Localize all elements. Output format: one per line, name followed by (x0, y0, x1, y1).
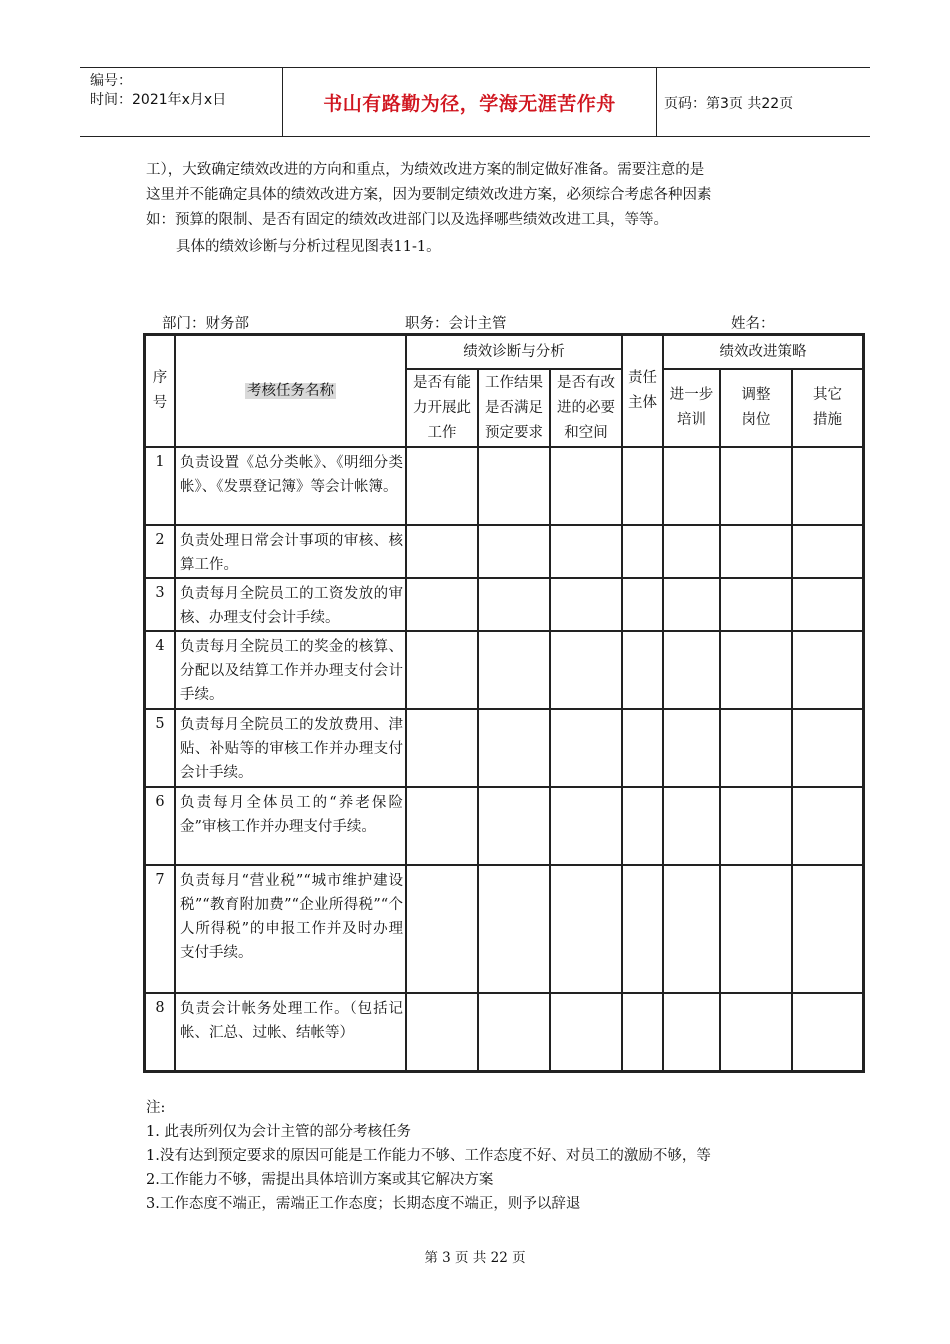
note-item: 1. 此表所列仅为会计主管的部分考核任务 (146, 1124, 411, 1140)
row-task: 负责每月全院员工的发放费用、津贴、补贴等的审核工作并办理支付会计手续。 (175, 709, 406, 787)
row-seq: 7 (145, 865, 175, 993)
performance-table (143, 333, 865, 1073)
table-header-row (145, 335, 863, 369)
note-item: 2.工作能力不够，需提出具体培训方案或其它解决方案 (146, 1172, 494, 1188)
row-task: 负责会计帐务处理工作。（包括记帐、汇总、过帐、结帐等） (175, 993, 406, 1071)
paragraph-line: 如：预算的限制、是否有固定的绩效改进部门以及选择哪些绩效改进工具，等等。 (146, 212, 668, 228)
header-ability: 是否有能 力开展此 工作 (406, 369, 478, 447)
note-item: 3.工作态度不端正，需端正工作态度；长期态度不端正，则予以辞退 (146, 1196, 581, 1212)
header-result: 工作结果 是否满足 预定要求 (478, 369, 550, 447)
position-label: 职务：会计主管 (405, 316, 507, 332)
header-strategy-group: 绩效改进策略 (663, 335, 863, 369)
header-improvement: 是否有改 进的必要 和空间 (550, 369, 622, 447)
header-page-info: 页码：第3页 共22页 (664, 96, 794, 112)
row-seq: 8 (145, 993, 175, 1071)
paragraph-line: 这里并不能确定具体的绩效改进方案，因为要制定绩效改进方案，必须综合考虑各种因素 (146, 187, 712, 203)
table-row (145, 447, 863, 525)
doc-number-label: 编号： (90, 73, 132, 89)
table-row (145, 631, 863, 709)
header-responsible: 责任 主体 (622, 335, 663, 447)
department-label: 部门：财务部 (162, 316, 249, 332)
note-item: 1.没有达到预定要求的原因可能是工作能力不够、工作态度不好、对员工的激励不够，等 (146, 1148, 711, 1164)
notes-title: 注: (146, 1100, 166, 1116)
table-row (145, 865, 863, 993)
header-reassign: 调整 岗位 (720, 369, 792, 447)
row-task: 负责每月“营业税”“城市维护建设税”“教育附加费”“企业所得税”“个人所得税”的申报工作并及时办理支付手续。 (175, 865, 406, 993)
name-label: 姓名： (731, 316, 775, 332)
row-seq: 4 (145, 631, 175, 709)
row-task: 负责设置《总分类帐》、《明细分类帐》、《发票登记簿》等会计帐簿。 (175, 447, 406, 525)
header-motto: 书山有路勤为径，学海无涯苦作舟 (323, 92, 616, 115)
row-seq: 1 (145, 447, 175, 525)
row-task: 负责每月全体员工的“养老保险金”审核工作并办理支付手续。 (175, 787, 406, 865)
row-task: 负责每月全院员工的奖金的核算、分配以及结算工作并办理支付会计手续。 (175, 631, 406, 709)
table-row (145, 578, 863, 631)
header-training: 进一步 培训 (663, 369, 720, 447)
doc-date: 时间：2021年x月x日 (90, 92, 227, 108)
row-task: 负责处理日常会计事项的审核、核算工作。 (175, 525, 406, 578)
row-seq: 6 (145, 787, 175, 865)
row-seq: 5 (145, 709, 175, 787)
row-task: 负责每月全院员工的工资发放的审核、办理支付会计手续。 (175, 578, 406, 631)
table-row (145, 787, 863, 865)
table-row (145, 709, 863, 787)
page-footer: 第 3 页 共 22 页 (424, 1250, 526, 1266)
row-seq: 2 (145, 525, 175, 578)
header-meta (90, 72, 226, 110)
header-task-name: 考核任务名称 (175, 335, 406, 447)
table-row (145, 993, 863, 1071)
paragraph-line: 工），大致确定绩效改进的方向和重点，为绩效改进方案的制定做好准备。需要注意的是 (146, 162, 705, 178)
notes-section (146, 1096, 711, 1216)
header-divider (656, 68, 657, 136)
table-row (145, 525, 863, 578)
header-seq: 序 号 (145, 335, 175, 447)
paragraph-line: 具体的绩效诊断与分析过程见图表11-1。 (176, 239, 441, 255)
header-diagnosis-group: 绩效诊断与分析 (406, 335, 622, 369)
row-seq: 3 (145, 578, 175, 631)
header-other: 其它 措施 (792, 369, 863, 447)
page-header (80, 67, 870, 137)
